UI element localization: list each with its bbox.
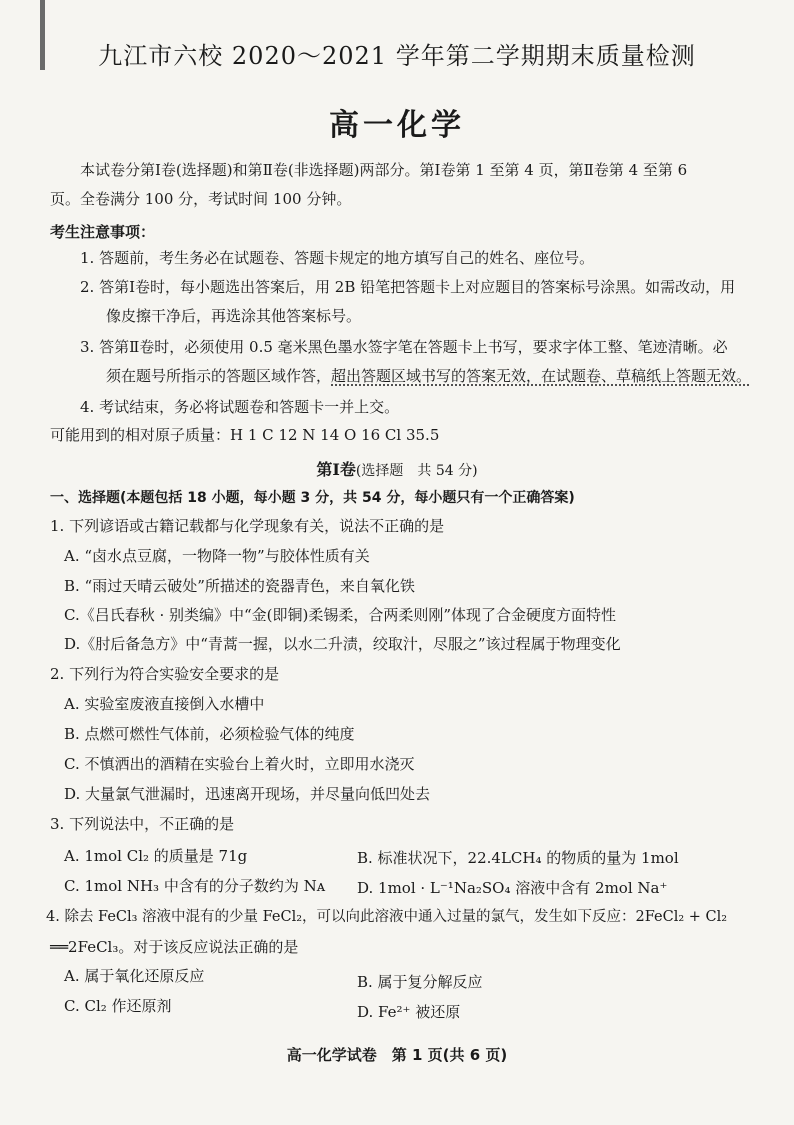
q4-option-c: C. Cl₂ 作还原剂 (64, 997, 172, 1015)
section-title-note: (选择题 共 54 分) (355, 463, 478, 479)
q4-option-b: B. 属于复分解反应 (357, 973, 483, 991)
exam-title: 九江市六校 2020～2021 学年第二学期期末质量检测 (98, 42, 696, 70)
intro-line-2: 页。全卷满分 100 分，考试时间 100 分钟。 (50, 190, 352, 208)
q3-stem: 3. 下列说法中，不正确的是 (50, 815, 235, 833)
q1-stem: 1. 下列谚语或古籍记载都与化学现象有关，说法不正确的是 (50, 517, 445, 535)
notice-item-3-emphasis: 超出答题区域书写的答案无效，在试题卷、草稿纸上答题无效。 (331, 367, 752, 385)
q2-option-a: A. 实验室废液直接倒入水槽中 (64, 695, 265, 713)
notice-item-2-line-2: 像皮擦干净后，再选涂其他答案标号。 (106, 307, 362, 325)
section-title-main: 第Ⅰ卷 (316, 460, 356, 479)
atomic-masses: 可能用到的相对原子质量：H 1 C 12 N 14 O 16 Cl 35.5 (50, 426, 440, 444)
q1-option-b: B. “雨过天晴云破处”所描述的瓷器青色，来自氧化铁 (64, 577, 415, 595)
q4-stem-line-1: 4. 除去 FeCl₃ 溶液中混有的少量 FeCl₂，可以向此溶液中通入过量的氯气，发生如下反应：2FeCl₂ + Cl₂ (46, 909, 728, 925)
q3-option-a: A. 1mol Cl₂ 的质量是 71g (64, 847, 248, 865)
q4-option-a: A. 属于氧化还原反应 (64, 967, 205, 985)
notice-item-2-line-1: 2. 答第Ⅰ卷时，每小题选出答案后，用 2B 铅笔把答题卡上对应题目的答案标号涂黑。如需改动，用 (80, 278, 736, 296)
q2-option-b: B. 点燃可燃性气体前，必须检验气体的纯度 (64, 725, 355, 743)
notice-item-3-line-1: 3. 答第Ⅱ卷时，必须使用 0.5 毫米黑色墨水签字笔在答题卡上书写，要求字体工整、笔迹清晰。必 (80, 338, 728, 356)
q2-option-d: D. 大量氯气泄漏时，迅速离开现场，并尽量向低凹处去 (64, 785, 431, 803)
q1-option-a: A. “卤水点豆腐，一物降一物”与胶体性质有关 (64, 547, 370, 565)
notice-item-3-line-2 (106, 366, 751, 386)
q1-option-c: C.《吕氏春秋 · 别类编》中“金(即铜)柔锡柔，合两柔则刚”体现了合金硬度方面特性 (64, 606, 617, 624)
q4-option-d: D. Fe²⁺ 被还原 (357, 1003, 461, 1021)
notice-heading: 考生注意事项： (50, 223, 156, 241)
q3-option-b: B. 标准状况下，22.4LCH₄ 的物质的量为 1mol (357, 849, 679, 867)
notice-item-4: 4. 考试结束，务必将试题卷和答题卡一并上交。 (80, 398, 400, 416)
q2-option-c: C. 不慎洒出的酒精在实验台上着火时，立即用水浇灭 (64, 755, 415, 773)
section-instruction: 一、选择题(本题包括 18 小题，每小题 3 分，共 54 分，每小题只有一个正确答案) (50, 490, 575, 506)
q3-option-c: C. 1mol NH₃ 中含有的分子数约为 Nᴀ (64, 877, 326, 895)
subject-title: 高一化学 (329, 108, 465, 143)
q3-option-d: D. 1mol · L⁻¹Na₂SO₄ 溶液中含有 2mol Na⁺ (357, 879, 668, 897)
notice-item-3-line-2-a: 须在题号所指示的答题区域作答， (106, 367, 332, 385)
section-title (0, 457, 794, 480)
q2-stem: 2. 下列行为符合实验安全要求的是 (50, 665, 280, 683)
intro-line-1: 本试卷分第Ⅰ卷(选择题)和第Ⅱ卷(非选择题)两部分。第Ⅰ卷第 1 至第 4 页，第Ⅱ卷第 4 至第 6 (80, 161, 688, 179)
notice-item-1: 1. 答题前，考生务必在试题卷、答题卡规定的地方填写自己的姓名、座位号。 (80, 249, 595, 267)
q1-option-d: D.《肘后备急方》中“青蒿一握，以水二升渍，绞取汁，尽服之”该过程属于物理变化 (64, 635, 621, 653)
q4-stem-line-2: ══2FeCl₃。对于该反应说法正确的是 (50, 938, 299, 956)
page-footer: 高一化学试卷 第 1 页(共 6 页) (286, 1046, 508, 1064)
